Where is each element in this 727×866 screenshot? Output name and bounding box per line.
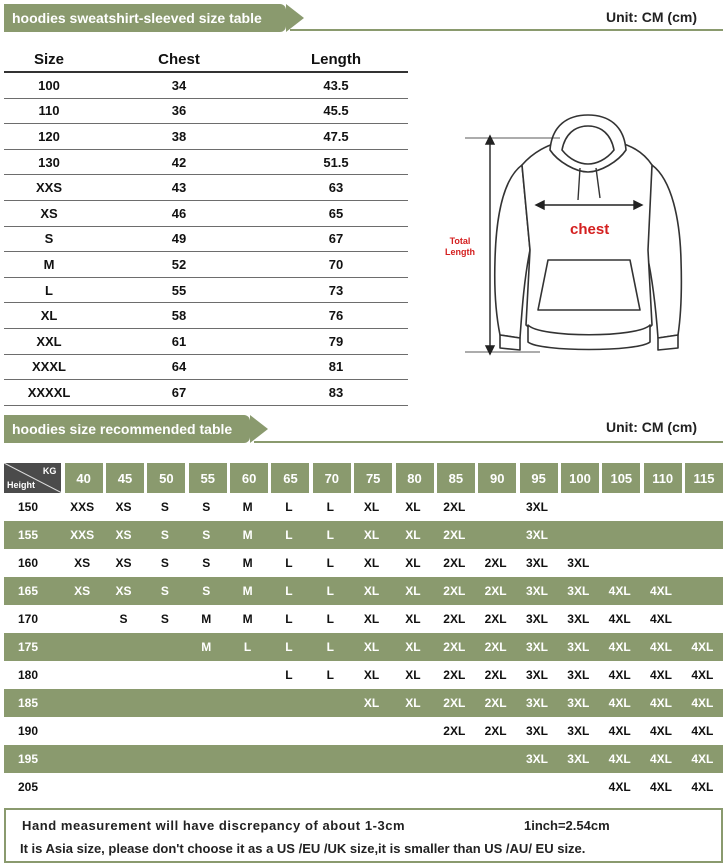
weight-header-cell: 85: [437, 463, 475, 493]
recommended-size-cell: 4XL: [649, 696, 672, 710]
recommend-table-unit: Unit: CM (cm): [606, 419, 697, 435]
length-cell: 47.5: [323, 128, 349, 144]
recommended-size-cell: S: [160, 500, 169, 514]
recommended-size-cell: 3XL: [525, 584, 548, 598]
chest-column-header: Chest: [158, 50, 200, 68]
recommended-size-cell: L: [285, 668, 293, 682]
size-cell: 100: [38, 77, 60, 93]
recommended-size-cell: 4XL: [691, 696, 714, 710]
recommended-size-cell: XS: [74, 556, 91, 570]
recommended-size-cell: 2XL: [443, 668, 466, 682]
recommended-size-cell: S: [160, 584, 169, 598]
length-cell: 67: [328, 231, 344, 247]
recommended-size-cell: 3XL: [525, 556, 548, 570]
recommended-size-cell: XL: [405, 668, 421, 682]
recommended-size-cell: L: [326, 556, 334, 570]
recommended-size-cell: 2XL: [443, 612, 466, 626]
asia-size-warning: It is Asia size, please don't choose it as a US /EU /UK size,it is smaller than US /AU/ EU size.: [20, 841, 586, 856]
weight-header-row: [4, 463, 723, 493]
chest-cell: 36: [171, 103, 187, 119]
length-cell: 83: [328, 384, 344, 400]
recommended-size-cell: XL: [363, 500, 380, 514]
recommended-size-cell: 4XL: [691, 640, 714, 654]
height-cell: 185: [18, 696, 39, 710]
recommended-size-cell: M: [201, 612, 212, 626]
length-cell: 70: [328, 256, 344, 272]
length-cell: 79: [328, 333, 344, 349]
recommended-size-cell: L: [285, 612, 293, 626]
recommended-size-cell: 4XL: [691, 752, 714, 766]
recommended-size-cell: XL: [405, 696, 421, 710]
size-table-header-rule: [290, 29, 723, 31]
recommended-size-cell: L: [326, 584, 334, 598]
recommended-size-cell: L: [326, 612, 334, 626]
recommended-size-cell: XL: [405, 640, 421, 654]
recommend-row: [4, 745, 723, 773]
total-length-label: [445, 236, 475, 258]
recommended-size-cell: 4XL: [608, 780, 631, 794]
recommended-size-cell: 3XL: [525, 696, 548, 710]
recommended-size-cell: M: [201, 640, 212, 654]
length-cell: 76: [328, 308, 344, 324]
size-cell: XXXL: [32, 359, 66, 375]
weight-header-cell: 95: [520, 463, 558, 493]
recommended-size-cell: S: [202, 556, 211, 570]
recommend-table-header-rule: [254, 441, 723, 443]
size-table-row: [4, 124, 408, 150]
weight-header-cell: 115: [685, 463, 723, 493]
recommended-size-cell: L: [285, 528, 293, 542]
weight-header-cell: 70: [313, 463, 351, 493]
length-cell: 63: [328, 180, 344, 196]
size-table-row: [4, 329, 408, 355]
weight-header-cell: 90: [478, 463, 516, 493]
recommended-size-cell: 3XL: [525, 724, 548, 738]
recommended-size-cell: 4XL: [608, 696, 631, 710]
recommended-size-cell: 2XL: [484, 640, 507, 654]
recommended-size-cell: XL: [405, 500, 421, 514]
size-table-title: hoodies sweatshirt-sleeved size table: [12, 10, 262, 26]
size-table-row: [4, 175, 408, 201]
hoodie-measurement-diagram: [440, 110, 710, 360]
recommended-size-cell: 2XL: [484, 556, 507, 570]
size-cell: 110: [38, 103, 60, 119]
recommend-table: [4, 463, 723, 801]
size-table-row: [4, 99, 408, 125]
recommended-size-cell: 2XL: [443, 584, 466, 598]
recommend-row: [4, 493, 723, 521]
size-table-title-banner: [4, 4, 286, 32]
recommended-size-cell: 4XL: [649, 752, 672, 766]
recommended-size-cell: S: [160, 528, 169, 542]
size-table-row: [4, 380, 408, 406]
weight-header-cell: 45: [106, 463, 144, 493]
size-table-row: [4, 201, 408, 227]
weight-header-cell: 60: [230, 463, 268, 493]
recommended-size-cell: XL: [363, 584, 380, 598]
weight-header-cell: 55: [189, 463, 227, 493]
recommend-row: [4, 577, 723, 605]
total-length-label-line1: Total: [449, 236, 471, 246]
recommended-size-cell: 3XL: [567, 752, 590, 766]
recommended-size-cell: 2XL: [484, 724, 507, 738]
recommended-size-cell: XL: [405, 612, 421, 626]
recommended-size-cell: S: [160, 556, 169, 570]
size-table-unit: Unit: CM (cm): [606, 9, 697, 25]
measurement-discrepancy-note: Hand measurement will have discrepancy of about 1-3cm: [22, 818, 406, 833]
size-cell: XXXXL: [27, 384, 71, 400]
recommended-size-cell: 2XL: [443, 696, 466, 710]
recommended-size-cell: XL: [363, 696, 380, 710]
recommended-size-cell: 2XL: [443, 724, 466, 738]
size-table-row: [4, 73, 408, 99]
recommended-size-cell: XS: [115, 528, 132, 542]
size-table-body: [4, 73, 408, 406]
length-cell: 65: [328, 205, 344, 221]
total-length-label-line2: Length: [445, 247, 475, 257]
size-table-row: [4, 252, 408, 278]
size-cell: 130: [38, 154, 60, 170]
weight-header-cell: 100: [561, 463, 599, 493]
recommended-size-cell: XS: [115, 556, 132, 570]
weight-header-cell: 80: [396, 463, 434, 493]
height-cell: 160: [18, 556, 39, 570]
recommended-size-cell: S: [202, 584, 211, 598]
size-table-header-row: [4, 47, 408, 73]
recommended-size-cell: 3XL: [567, 724, 590, 738]
recommended-size-cell: L: [285, 584, 293, 598]
recommended-size-cell: XL: [405, 528, 421, 542]
recommended-size-cell: XL: [405, 556, 421, 570]
chest-cell: 38: [171, 128, 187, 144]
recommended-size-cell: L: [326, 528, 334, 542]
recommended-size-cell: 4XL: [649, 780, 672, 794]
length-cell: 43.5: [323, 77, 349, 93]
recommended-size-cell: XXS: [70, 500, 95, 514]
length-cell: 45.5: [323, 103, 349, 119]
size-cell: XXS: [35, 180, 62, 196]
chest-cell: 42: [171, 154, 187, 170]
recommended-size-cell: 4XL: [608, 668, 631, 682]
recommended-size-cell: S: [202, 528, 211, 542]
recommended-size-cell: 3XL: [567, 612, 590, 626]
recommended-size-cell: L: [285, 500, 293, 514]
kg-label: KG: [42, 466, 57, 476]
recommended-size-cell: 2XL: [443, 556, 466, 570]
recommended-size-cell: 4XL: [691, 724, 714, 738]
inch-conversion-note: 1inch=2.54cm: [524, 818, 610, 833]
recommended-size-cell: 2XL: [484, 584, 507, 598]
recommended-size-cell: 3XL: [567, 696, 590, 710]
recommend-row: [4, 633, 723, 661]
weight-header-cell: 40: [65, 463, 103, 493]
chest-cell: 34: [171, 77, 187, 93]
recommended-size-cell: 4XL: [691, 780, 714, 794]
recommended-size-cell: 4XL: [608, 640, 631, 654]
height-cell: 205: [18, 780, 39, 794]
recommended-size-cell: S: [202, 500, 211, 514]
recommended-size-cell: XL: [363, 528, 380, 542]
size-cell: M: [43, 256, 55, 272]
recommended-size-cell: 4XL: [608, 752, 631, 766]
size-cell: 120: [38, 128, 60, 144]
recommended-size-cell: 3XL: [567, 584, 590, 598]
size-table-row: [4, 355, 408, 381]
recommended-size-cell: M: [242, 500, 253, 514]
chest-cell: 67: [171, 384, 187, 400]
recommended-size-cell: 3XL: [525, 612, 548, 626]
recommended-size-cell: 4XL: [691, 668, 714, 682]
weight-header-cell: 65: [271, 463, 309, 493]
recommend-row: [4, 521, 723, 549]
recommended-size-cell: 2XL: [443, 500, 466, 514]
recommended-size-cell: M: [242, 584, 253, 598]
recommended-size-cell: 2XL: [443, 640, 466, 654]
recommended-size-cell: 2XL: [443, 528, 466, 542]
recommended-size-cell: XL: [405, 584, 421, 598]
chest-cell: 55: [171, 282, 187, 298]
chest-cell: 58: [171, 308, 187, 324]
recommended-size-cell: L: [326, 640, 334, 654]
notes-box: [4, 808, 723, 863]
size-cell: XXL: [36, 333, 62, 349]
recommend-row: [4, 661, 723, 689]
chest-cell: 52: [171, 256, 187, 272]
size-cell: XS: [40, 205, 58, 221]
recommended-size-cell: 4XL: [608, 584, 631, 598]
size-table-row: [4, 278, 408, 304]
recommend-row: [4, 605, 723, 633]
recommended-size-cell: 4XL: [649, 724, 672, 738]
chest-cell: 46: [171, 205, 187, 221]
recommended-size-cell: 3XL: [525, 640, 548, 654]
size-table-row: [4, 150, 408, 176]
recommended-size-cell: 3XL: [567, 668, 590, 682]
recommended-size-cell: 4XL: [649, 612, 672, 626]
recommend-table-title: hoodies size recommended table: [12, 421, 233, 437]
length-cell: 73: [328, 282, 344, 298]
length-cell: 51.5: [323, 154, 349, 170]
recommend-row: [4, 549, 723, 577]
chest-label: chest: [570, 221, 610, 238]
recommended-size-cell: XS: [74, 584, 91, 598]
size-table-row: [4, 303, 408, 329]
size-cell: L: [45, 282, 53, 298]
weight-header-cell: 50: [147, 463, 185, 493]
height-cell: 165: [18, 584, 39, 598]
length-cell: 81: [328, 359, 344, 375]
recommended-size-cell: XS: [115, 500, 132, 514]
height-cell: 150: [18, 500, 39, 514]
recommended-size-cell: L: [285, 640, 293, 654]
size-column-header: Size: [33, 50, 64, 68]
recommended-size-cell: 4XL: [649, 640, 672, 654]
height-cell: 180: [18, 668, 39, 682]
height-cell: 175: [18, 640, 39, 654]
recommended-size-cell: 3XL: [525, 752, 548, 766]
recommended-size-cell: XS: [115, 584, 132, 598]
recommended-size-cell: 2XL: [484, 668, 507, 682]
recommended-size-cell: S: [119, 612, 128, 626]
recommended-size-cell: XL: [363, 668, 380, 682]
kg-height-corner-cell: [4, 463, 61, 493]
chest-cell: 49: [171, 231, 187, 247]
chest-cell: 64: [171, 359, 187, 375]
recommended-size-cell: XL: [363, 556, 380, 570]
size-table-row: [4, 227, 408, 253]
chest-cell: 43: [171, 180, 187, 196]
weight-header-cell: 110: [644, 463, 682, 493]
recommended-size-cell: 2XL: [484, 696, 507, 710]
recommended-size-cell: 4XL: [649, 668, 672, 682]
recommended-size-cell: M: [242, 612, 253, 626]
recommended-size-cell: 4XL: [608, 724, 631, 738]
recommended-size-cell: 4XL: [649, 584, 672, 598]
recommended-size-cell: 4XL: [608, 612, 631, 626]
recommend-row: [4, 689, 723, 717]
size-cell: S: [44, 231, 54, 247]
recommended-size-cell: 3XL: [525, 528, 548, 542]
recommended-size-cell: L: [285, 556, 293, 570]
recommend-table-body: [4, 493, 723, 801]
recommended-size-cell: M: [242, 528, 253, 542]
length-column-header: Length: [311, 50, 361, 68]
size-cell: XL: [40, 308, 58, 324]
recommended-size-cell: L: [243, 640, 252, 654]
recommended-size-cell: S: [160, 612, 169, 626]
recommended-size-cell: 2XL: [484, 612, 507, 626]
recommend-table-title-banner: [4, 415, 250, 443]
recommended-size-cell: 3XL: [567, 640, 590, 654]
recommended-size-cell: XXS: [70, 528, 95, 542]
weight-header-cell: 105: [602, 463, 640, 493]
height-label: Height: [7, 480, 35, 490]
recommended-size-cell: L: [326, 668, 334, 682]
weight-header-cell: 75: [354, 463, 392, 493]
recommended-size-cell: XL: [363, 612, 380, 626]
size-table: [4, 47, 408, 406]
chest-cell: 61: [171, 333, 187, 349]
recommended-size-cell: XL: [363, 640, 380, 654]
recommend-row: [4, 717, 723, 745]
recommended-size-cell: 3XL: [567, 556, 590, 570]
height-cell: 195: [18, 752, 39, 766]
recommended-size-cell: 3XL: [525, 668, 548, 682]
recommended-size-cell: M: [242, 556, 253, 570]
recommend-row: [4, 773, 723, 801]
height-cell: 155: [18, 528, 39, 542]
recommended-size-cell: 3XL: [525, 500, 548, 514]
height-cell: 190: [18, 724, 39, 738]
recommended-size-cell: L: [326, 500, 334, 514]
height-cell: 170: [18, 612, 39, 626]
